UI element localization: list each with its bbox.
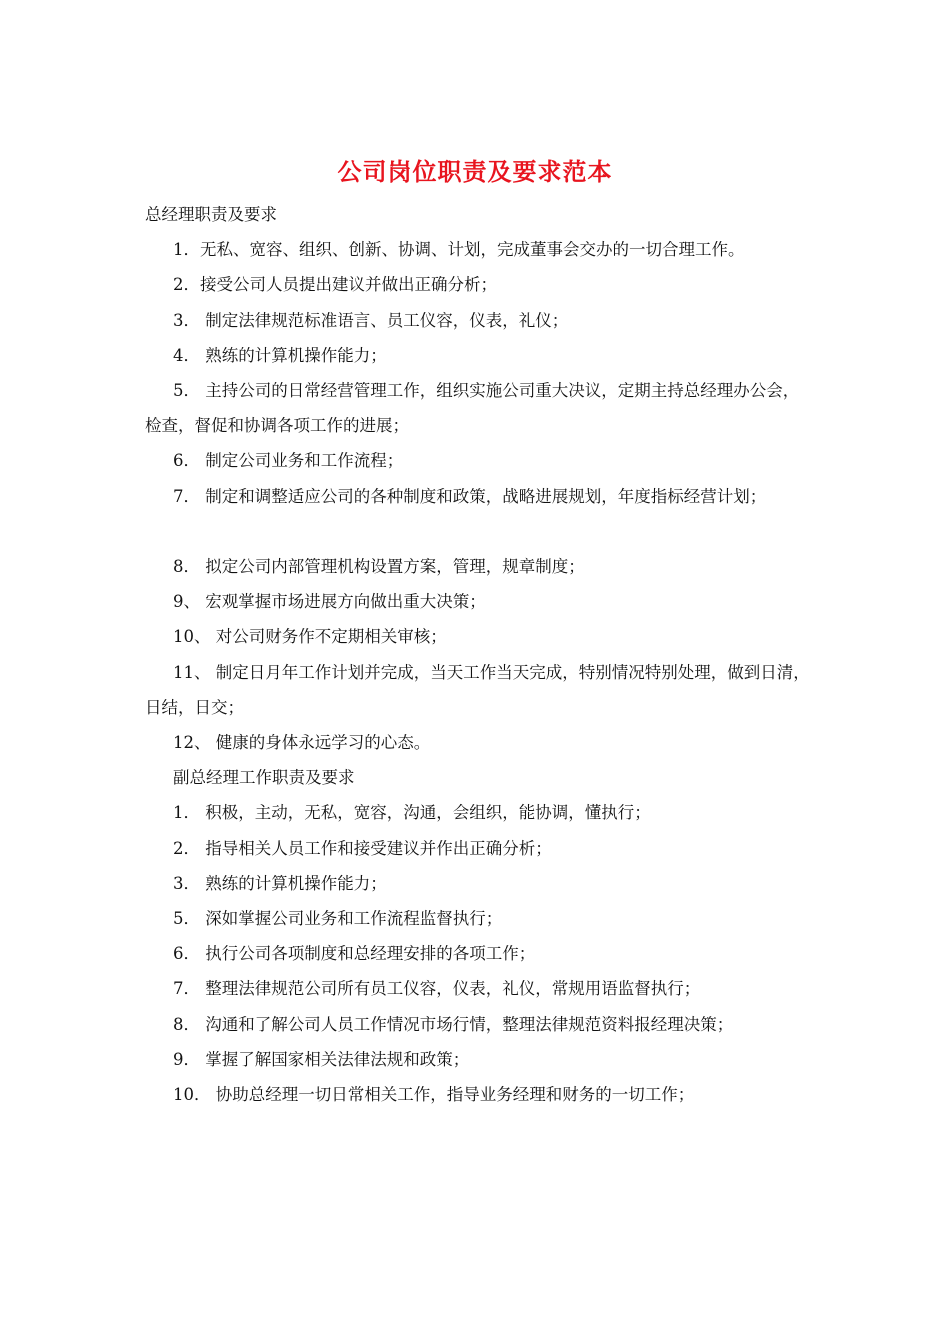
- list-item: 7． 整理法律规范公司所有员工仪容，仪表，礼仪，常规用语监督执行；: [173, 979, 701, 999]
- list-item: 3． 制定法律规范标准语言、员工仪容，仪表，礼仪；: [173, 310, 569, 330]
- list-item: 4． 熟练的计算机操作能力；: [173, 345, 387, 365]
- list-item: 2．接受公司人员提出建议并做出正确分析；: [173, 275, 497, 295]
- list-item: 5． 深如掌握公司业务和工作流程监督执行；: [173, 909, 503, 929]
- list-item: 12、 健康的身体永远学习的心态。: [173, 733, 431, 753]
- document-title: 公司岗位职责及要求范本: [337, 157, 613, 186]
- list-item: 2． 指导相关人员工作和接受建议并作出正确分析；: [173, 838, 552, 858]
- section-heading-general-manager: 总经理职责及要求: [145, 205, 277, 224]
- list-item: 10、 对公司财务作不定期相关审核；: [173, 627, 447, 647]
- list-item: 9、 宏观掌握市场进展方向做出重大决策；: [173, 592, 486, 612]
- list-item: 8． 沟通和了解公司人员工作情况市场行情，整理法律规范资料报经理决策；: [173, 1014, 734, 1034]
- list-item: 1． 积极，主动，无私，宽容，沟通，会组织，能协调，懂执行；: [173, 803, 651, 823]
- list-item: 7． 制定和调整适应公司的各种制度和政策，战略进展规划，年度指标经营计划；: [173, 486, 767, 506]
- list-item: 6． 执行公司各项制度和总经理安排的各项工作；: [173, 944, 536, 964]
- list-item: 10． 协助总经理一切日常相关工作，指导业务经理和财务的一切工作；: [173, 1085, 695, 1105]
- paragraph-gap: [145, 514, 815, 549]
- list-item: 8． 拟定公司内部管理机构设置方案，管理，规章制度；: [173, 557, 585, 577]
- list-item: 3． 熟练的计算机操作能力；: [173, 873, 387, 893]
- list-item: 9． 掌握了解国家相关法律法规和政策；: [173, 1049, 470, 1069]
- list-item: 1．无私、宽容、组织、创新、协调、计划，完成董事会交办的一切合理工作。: [173, 240, 745, 260]
- list-item: 11、 制定日月年工作计划并完成，当天工作当天完成，特别情况特别处理，做到日清，日结，日交；: [145, 662, 810, 717]
- document-body: [145, 197, 815, 1112]
- section-heading-deputy-general-manager: 副总经理工作职责及要求: [173, 768, 355, 788]
- list-item: 5． 主持公司的日常经营管理工作，组织实施公司重大决议，定期主持总经理办公会，检查，督促和协调各项工作的进展；: [145, 381, 800, 436]
- list-item: 6． 制定公司业务和工作流程；: [173, 451, 404, 471]
